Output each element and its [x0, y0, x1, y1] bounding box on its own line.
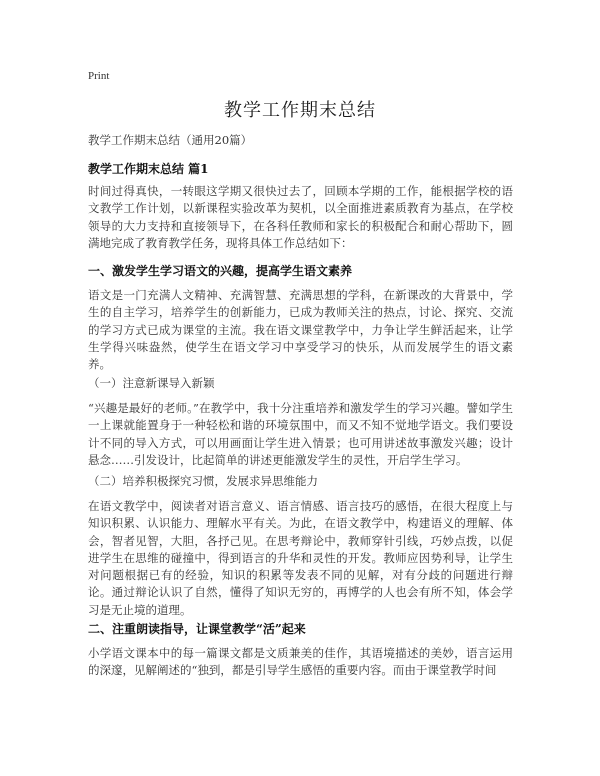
page-title: 教学工作期末总结: [224, 100, 376, 121]
section-2-paragraph: 小学语文课本中的每一篇课文都是文质兼美的佳作，其语境描述的美妙，语言运用的深邃，见解阐述的“独到，都是引导学生感悟的重要内容。而由于课堂教学时间: [88, 646, 513, 678]
section-1-heading: 一、激发学生学习语文的兴趣，提高学生语文素养: [88, 264, 353, 278]
subsection-1-paragraph: “兴趣是最好的老师。”在教学中，我十分注重培养和激发学生的学习兴趣。譬如学生一上课就能置身于一种轻松和谐的环境氛围中，而又不知不觉地学语文。我们要设计不同的导入方式，可以用画面让学生进入情景；也可用讲述故事激发兴趣；设计悬念……引发设计，比起简单的讲述更能激发学生的灵性，开启学生学习。: [88, 401, 513, 467]
section-2-heading: 二、注重朗读指导，让课堂教学“活”起来: [88, 622, 306, 636]
article-heading: 教学工作期末总结 篇1: [88, 162, 209, 176]
subsection-2-paragraph: 在语文教学中，阅读者对语言意义、语言情感、语言技巧的感悟，在很大程度上与知识积累、认识能力、理解水平有关。为此，在语文教学中，构建语义的理解、体会，智者见智，大胆，各抒己见。在思考辩论中，教师穿针引线，巧妙点拨，以促进学生在思维的碰撞中，得到语言的升华和灵性的开发。教师应因势利导，让学生对问题根据已有的经验，知识的积累等发表不同的见解，对有分歧的问题进行辩论。通过辩论认识了自然，懂得了知识无穷的，再博学的人也会有所不知，体会学习是无止境的道理。: [88, 499, 513, 617]
intro-paragraph: 时间过得真快，一转眼这学期又很快过去了，回顾本学期的工作，能根据学校的语文教学工作计划，以新课程实验改革为契机，以全面推进素质教育为基点，在学校领导的大力支持和直接领导下，在各科任教师和家长的积极配合和耐心帮助下，圆满地完成了教育教学任务，现将具体工作总结如下：: [88, 184, 513, 250]
subsection-1-heading: （一）注意新课导入新颖: [88, 376, 215, 390]
print-link[interactable]: Print: [88, 70, 110, 82]
document-subtitle: 教学工作期末总结（通用20篇）: [88, 133, 253, 147]
subsection-2-heading: （二）培养积极探究习惯，发展求异思维能力: [88, 474, 318, 488]
section-1-paragraph: 语文是一门充满人文精神、充满智慧、充满思想的学科，在新课改的大背景中，学生的自主学习，培养学生的创新能力，已成为教师关注的热点，讨论、探究、交流的学习方式已成为课堂的主流。我在语文课堂教学中，力争让学生鲜活起来，让学生学得兴味盎然，使学生在语文学习中享受学习的快乐，从而发展学生的语文素养。: [88, 288, 513, 372]
